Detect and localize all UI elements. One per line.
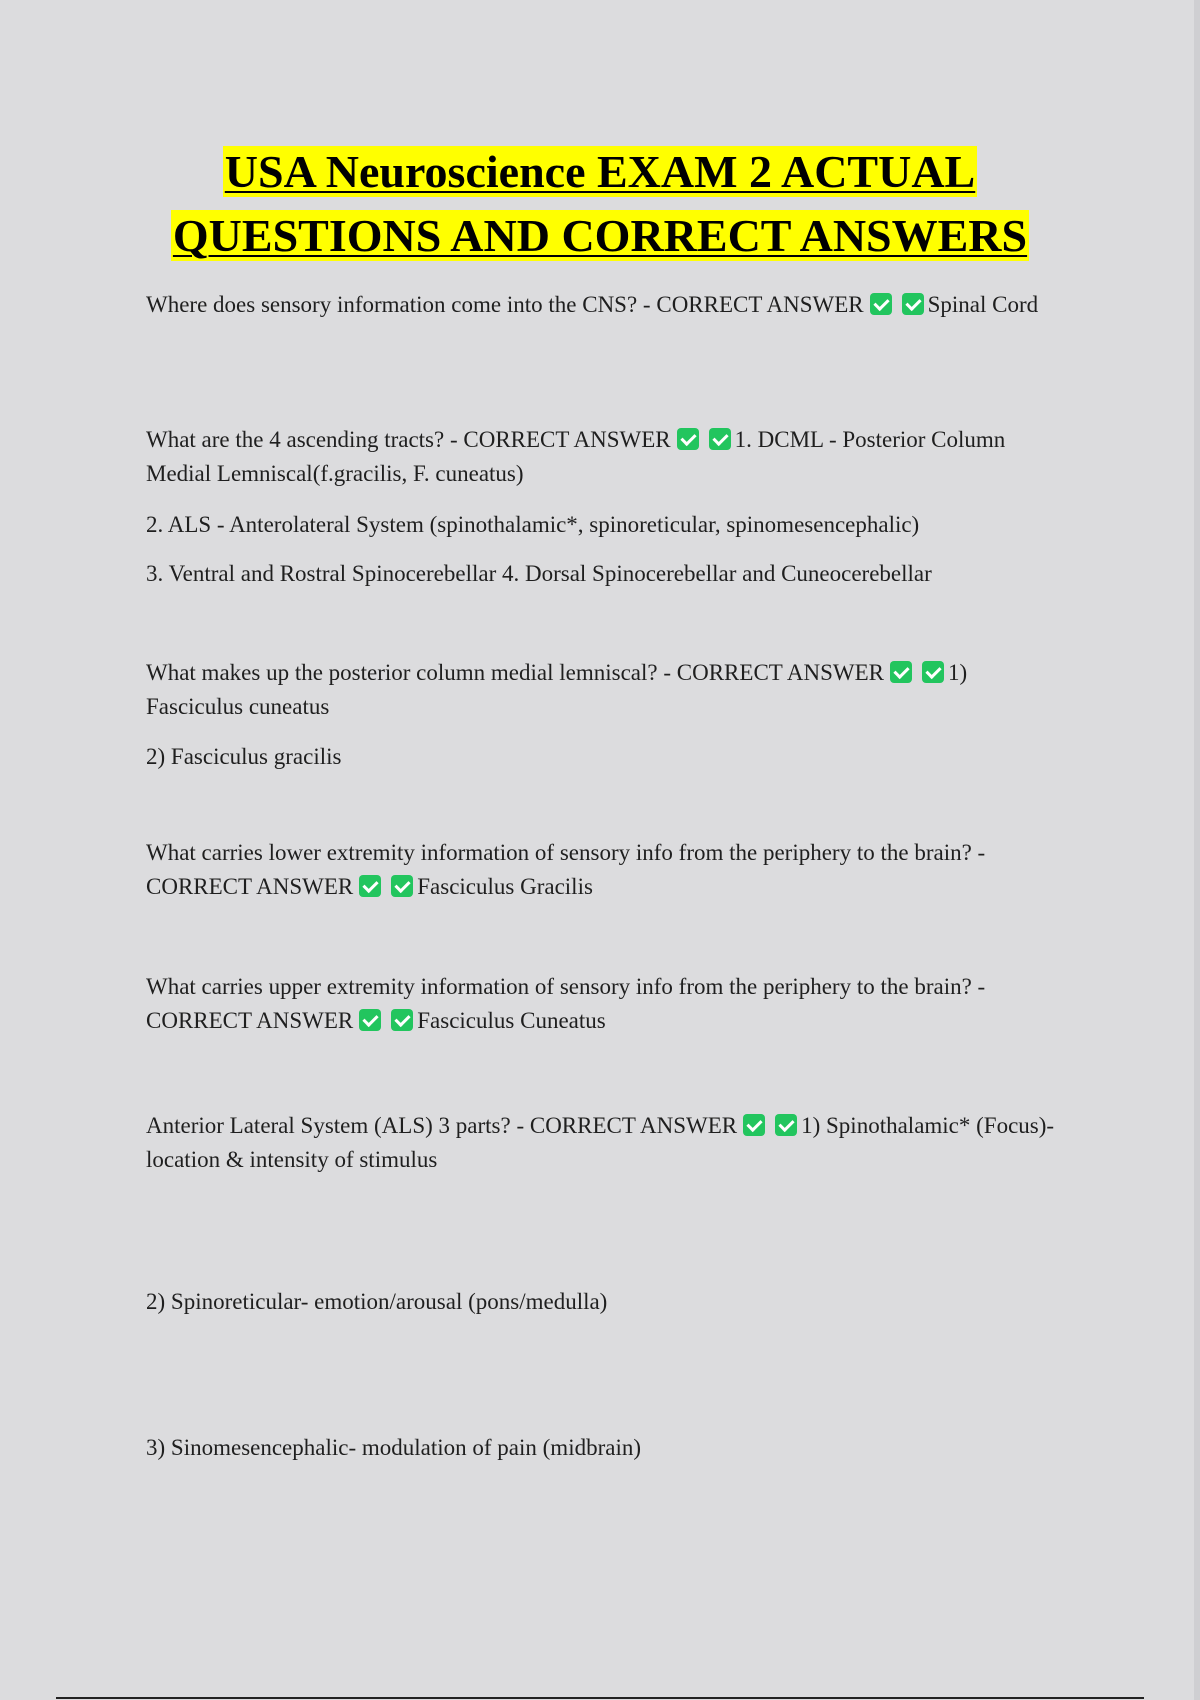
title-line-1: USA Neuroscience EXAM 2 ACTUAL [224,146,976,197]
check-mark-icon [709,428,731,450]
check-mark-icon [890,661,912,683]
answer-line: 3. Ventral and Rostral Spinocerebellar 4. Dorsal Spinocerebellar and Cuneocerebellar [146,561,932,586]
answer-text: Fasciculus Gracilis [417,874,593,899]
answer-text: Spinal [927,292,987,317]
answer-text-cont: (Focus)- location & intensity of stimulus [146,1113,1055,1172]
answer-marker: CORRECT ANSWER [676,660,885,685]
answer-marker: CORRECT ANSWER [463,427,671,452]
qa-item-5 [146,970,1066,1038]
check-mark-icon [922,661,944,683]
title-line-2: QUESTIONS AND CORRECT ANSWERS [172,210,1028,261]
question-text: What makes up the posterior column medial lemniscal? - [146,660,672,685]
question-text: What are the 4 ascending tracts? - [146,427,458,452]
answer-line: 2) Spinoreticular- emotion/arousal (pons/medulla) [146,1289,608,1314]
answer-marker: CORRECT ANSWER [146,874,354,899]
check-mark-icon [870,293,892,315]
qa-item-6 [146,1109,1066,1177]
question-text: Anterior Lateral System (ALS) 3 parts? - [146,1113,525,1138]
qa-item-2 [146,423,1066,491]
answer-text: 1. DCML - Posterior Column [734,427,1006,452]
question-text: What carries lower extremity information of sensory info from the periphery to the brain? - [146,840,986,865]
check-mark-icon [775,1114,797,1136]
qa-item-4 [146,836,1066,904]
document-title [0,140,1200,268]
answer-marker: CORRECT ANSWER [146,1008,354,1033]
answer-text: 1) Spinothalamic* [801,1113,971,1138]
answer-text: Fasciculus Cuneatus [417,1008,606,1033]
answer-line: 2) Fasciculus gracilis [146,744,342,769]
answer-text-cont: Cord [992,292,1039,317]
check-mark-icon [902,293,924,315]
answer-text: 1) [948,660,968,685]
answer-text-cont: Medial Lemniscal(f.gracilis, F. cuneatus) [146,461,524,486]
check-mark-icon [391,1009,413,1031]
check-mark-icon [359,875,381,897]
question-text: Where does sensory information come into the CNS? - [146,292,651,317]
check-mark-icon [743,1114,765,1136]
qa-item-3 [146,656,1066,724]
check-mark-icon [677,428,699,450]
answer-marker: CORRECT ANSWER [529,1113,738,1138]
answer-line: 2. ALS - Anterolateral System (spinothalamic*, spinoreticular, spinomesencephalic) [146,512,920,537]
page-bottom-rule [56,1697,1144,1699]
answer-line: 3) Sinomesencephalic- modulation of pain (midbrain) [146,1435,642,1460]
answer-text-cont: Fasciculus cuneatus [146,694,330,719]
answer-marker: CORRECT ANSWER [656,292,864,317]
question-text: What carries upper extremity information of sensory info from the periphery to the brain? - [146,974,986,999]
check-mark-icon [359,1009,381,1031]
check-mark-icon [391,875,413,897]
qa-item-1 [146,288,1066,322]
